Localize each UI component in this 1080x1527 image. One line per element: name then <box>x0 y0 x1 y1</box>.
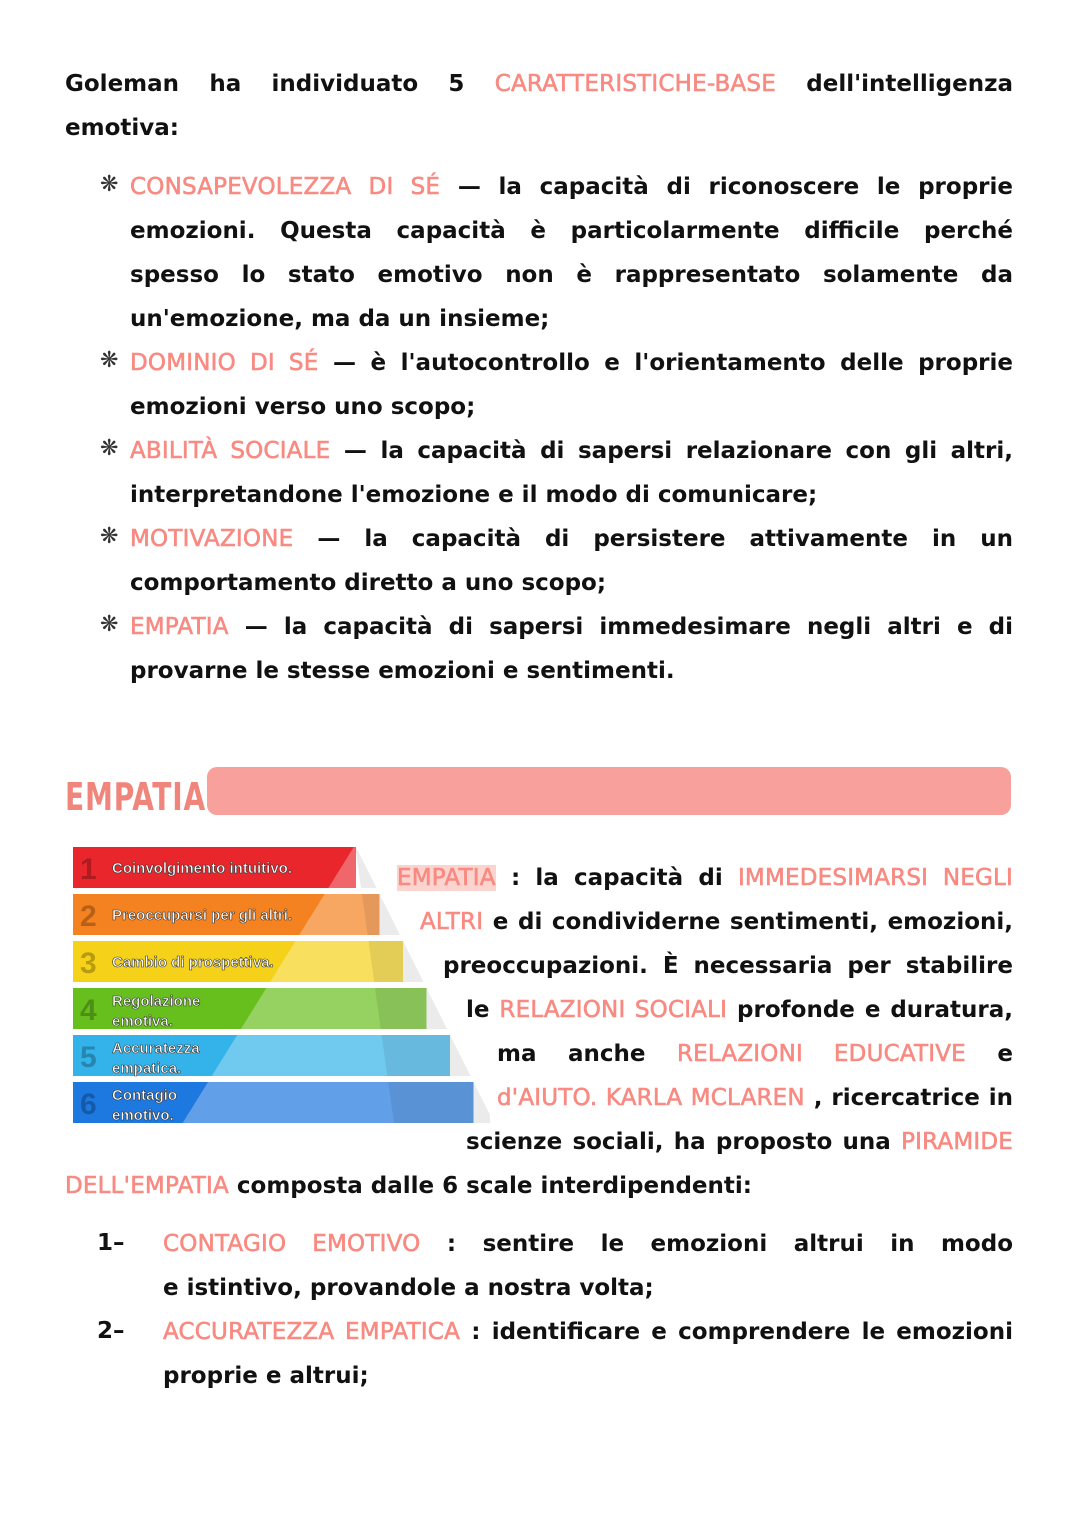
pyramid-side <box>375 988 447 1029</box>
label-text: Cambio di prospettiva. <box>112 954 274 971</box>
pyramid-level-number: 6 <box>80 1088 97 1121</box>
pyramid-level-label <box>112 954 274 971</box>
highlighted-term: DOMINIO DI SÉ <box>130 350 319 376</box>
highlighted-term: EMPATIA <box>130 614 229 640</box>
label-text-line2: empatica. <box>112 1060 182 1077</box>
pyramid-level-number: 1 <box>80 853 97 886</box>
text-run: dell'intelligenza <box>806 71 1013 97</box>
pyramid-side <box>368 941 423 982</box>
text-run: emozioni verso uno scopo; <box>130 394 476 420</box>
label-text: Accuratezza <box>112 1040 200 1057</box>
text-run: emotiva: <box>65 115 179 141</box>
text-line <box>130 297 1013 341</box>
text-line <box>443 944 1013 988</box>
text-run: e di condividerne sentimenti, emozioni, <box>492 909 1013 935</box>
label-text: Regolazione <box>112 993 201 1010</box>
pyramid-level-number: 3 <box>80 947 97 980</box>
text-run: : la capacità di <box>510 865 738 891</box>
text-line <box>466 988 1013 1032</box>
text-line <box>420 900 1013 944</box>
label-text: Contagio <box>112 1087 177 1104</box>
text-line <box>130 649 1013 693</box>
text-line <box>497 1032 1013 1076</box>
text-run: preoccupazioni. È necessaria per stabilire <box>443 953 1013 979</box>
asterisk-flower-icon: ❋ <box>100 436 119 461</box>
pyramid-level-number: 5 <box>80 1041 97 1074</box>
label-text-line2: emotivo. <box>112 1107 174 1124</box>
pyramid-level-label <box>112 907 292 924</box>
label-text: Preoccuparsi per gli altri. <box>112 907 293 924</box>
highlighted-term: RELAZIONI SOCIALI <box>499 997 728 1023</box>
text-run: : identificare e comprendere le emozioni <box>471 1319 1013 1345</box>
label-text: Coinvolgimento intuitivo. <box>112 860 292 877</box>
text-run: un'emozione, ma da un insieme; <box>130 306 550 332</box>
text-run: proprie e altrui; <box>163 1363 369 1389</box>
text-line <box>163 1266 1013 1310</box>
text-run: emozioni. Questa capacità è particolarmente difficile perché <box>130 218 1013 244</box>
highlighted-term: PIRAMIDE <box>901 1129 1013 1155</box>
text-run: profonde e duratura, <box>737 997 1013 1023</box>
text-line <box>65 106 1013 150</box>
text-line <box>397 856 1013 900</box>
pyramid-level-label <box>112 860 292 877</box>
asterisk-flower-icon: ❋ <box>100 524 119 549</box>
text-run: : sentire le emozioni altrui in modo <box>446 1231 1013 1257</box>
label-text-line2: emotiva. <box>112 1013 173 1030</box>
asterisk-flower-icon: ❋ <box>100 612 119 637</box>
text-run: scienze sociali, ha proposto una <box>466 1129 902 1155</box>
text-line <box>65 1164 1013 1208</box>
text-line <box>163 1354 1013 1398</box>
pyramid-side <box>382 1035 471 1076</box>
title-bar-decoration <box>207 767 1011 815</box>
text-run: provarne le stesse emozioni e sentimenti. <box>130 658 675 684</box>
scale-number: 1– <box>97 1230 125 1256</box>
text-run: — la capacità di persistere attivamente in un <box>317 526 1013 552</box>
text-run: ma anche <box>497 1041 677 1067</box>
text-run: , ricercatrice in <box>813 1085 1013 1111</box>
highlighted-term: MOTIVAZIONE <box>130 526 294 552</box>
text-line <box>65 62 1013 106</box>
text-run: — la capacità di riconoscere le proprie <box>457 174 1013 200</box>
highlighted-term: ABILITÀ SOCIALE <box>130 438 331 464</box>
highlighted-term: DELL'EMPATIA <box>65 1173 229 1199</box>
text-line <box>130 429 1013 473</box>
text-line <box>130 165 1013 209</box>
text-run: Goleman ha individuato 5 <box>65 71 495 97</box>
pyramid-side <box>362 894 400 935</box>
highlighted-term: CARATTERISTICHE-BASE <box>494 71 776 97</box>
text-run: spesso lo stato emotivo non è rappresentato solamente da <box>130 262 1013 288</box>
highlighted-term: CONTAGIO EMOTIVO <box>163 1231 421 1257</box>
scale-number: 2– <box>97 1318 125 1344</box>
text-run: le <box>466 997 500 1023</box>
pyramid-level-number: 2 <box>80 900 97 933</box>
text-run: — la capacità di sapersi relazionare con gli altri, <box>343 438 1013 464</box>
text-line <box>130 209 1013 253</box>
section-title: EMPATIA <box>65 775 207 819</box>
text-line <box>163 1222 1013 1266</box>
highlighted-term: EMPATIA <box>397 865 496 891</box>
text-line <box>130 517 1013 561</box>
pyramid-level-number: 4 <box>80 994 97 1027</box>
highlighted-term: IMMEDESIMARSI NEGLI <box>737 865 1013 891</box>
text-run: composta dalle 6 scale interdipendenti: <box>236 1173 752 1199</box>
text-run: e istintivo, provandole a nostra volta; <box>163 1275 654 1301</box>
text-line <box>130 561 1013 605</box>
text-run: — la capacità di sapersi immedesimare negli altri e di <box>244 614 1013 640</box>
text-line <box>130 253 1013 297</box>
text-line <box>130 473 1013 517</box>
text-run: comportamento diretto a uno scopo; <box>130 570 607 596</box>
highlighted-term: RELAZIONI EDUCATIVE <box>676 1041 966 1067</box>
text-line <box>163 1310 1013 1354</box>
text-line <box>130 341 1013 385</box>
pyramid-side <box>388 1082 490 1123</box>
highlighted-term: ALTRI <box>420 909 484 935</box>
text-line <box>497 1076 1013 1120</box>
highlighted-term: CONSAPEVOLEZZA DI SÉ <box>130 174 441 200</box>
text-run: e <box>997 1041 1013 1067</box>
asterisk-flower-icon: ❋ <box>100 348 119 373</box>
text-line <box>466 1120 1013 1164</box>
highlighted-term: ACCURATEZZA EMPATICA <box>163 1319 461 1345</box>
text-run: interpretandone l'emozione e il modo di comunicare; <box>130 482 818 508</box>
text-run: — è l'autocontrollo e l'orientamento delle proprie <box>332 350 1013 376</box>
asterisk-flower-icon: ❋ <box>100 172 119 197</box>
highlighted-term: d'AIUTO. KARLA MCLAREN <box>497 1085 805 1111</box>
text-line <box>130 605 1013 649</box>
text-line <box>130 385 1013 429</box>
